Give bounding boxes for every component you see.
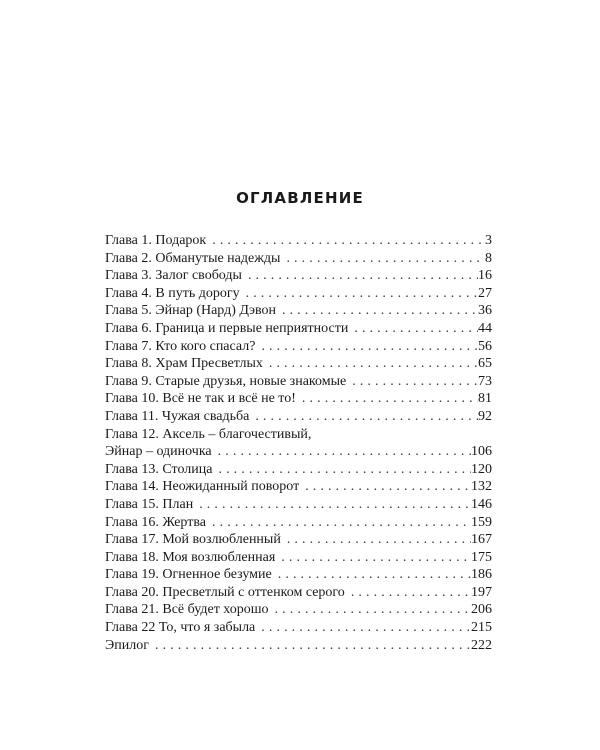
toc-entry-title: Глава 5. Эйнар (Нард) Дэвон [105, 303, 276, 319]
toc-entry-page: 146 [471, 496, 492, 512]
toc-entry-3 [105, 267, 492, 285]
toc-entry-page: 81 [478, 391, 492, 407]
toc-entry-title: Глава 3. Залог свободы [105, 268, 242, 284]
toc-entry-page: 27 [478, 285, 492, 301]
dot-leader [206, 232, 485, 250]
toc-entry-21 [105, 601, 492, 619]
dot-leader [255, 338, 478, 356]
toc-entry-page: 106 [471, 444, 492, 460]
toc-entry-page: 132 [471, 479, 492, 495]
dot-leader [206, 514, 471, 532]
toc-entry-page: 175 [471, 549, 492, 565]
toc-entry-4 [105, 285, 492, 303]
toc-entry-page: 44 [478, 320, 492, 336]
toc-entry-page: 3 [485, 233, 492, 248]
toc-entry-20 [105, 584, 492, 602]
toc-entry-page: 222 [471, 637, 492, 653]
toc-entry-page: 8 [485, 250, 492, 266]
toc-entry-page: 92 [478, 408, 492, 424]
toc-entry-title: Глава 22 То, что я забыла [105, 620, 256, 636]
toc-entry-17 [105, 531, 492, 549]
dot-leader [212, 461, 471, 479]
dot-leader [280, 250, 485, 268]
toc-entry-22 [105, 619, 492, 637]
table-of-contents [105, 232, 492, 654]
toc-entry-title: Глава 8. Храм Пресветлых [105, 356, 263, 372]
dot-leader [149, 637, 471, 655]
toc-entry-13 [105, 461, 492, 479]
dot-leader [345, 584, 471, 602]
toc-entry-page: 65 [478, 356, 492, 372]
dot-leader [193, 496, 471, 514]
toc-entry-title: Глава 18. Моя возлюбленная [105, 549, 276, 565]
toc-entry-title: Глава 9. Старые друзья, новые знакомые [105, 373, 347, 389]
dot-leader [276, 302, 478, 320]
toc-entry-7 [105, 338, 492, 356]
toc-entry-title: Глава 21. Всё будет хорошо [105, 602, 269, 618]
dot-leader [263, 355, 478, 373]
toc-entry-8 [105, 355, 492, 373]
dot-leader [275, 549, 471, 567]
toc-entry-title: Глава 11. Чужая свадьба [105, 408, 250, 424]
toc-entry-page: 159 [471, 514, 492, 530]
toc-entry-9 [105, 373, 492, 391]
toc-entry-title: Глава 17. Мой возлюбленный [105, 532, 281, 548]
dot-leader [272, 566, 471, 584]
dot-leader [281, 531, 471, 549]
toc-entry-16 [105, 514, 492, 532]
dot-leader [348, 320, 478, 338]
toc-entry-12-line1: Глава 12. Аксель – благочестивый, [105, 426, 312, 442]
toc-entry-12 [105, 443, 492, 461]
dot-leader [296, 390, 478, 408]
toc-entry-11 [105, 408, 492, 426]
toc-entry-title: Эйнар – одиночка [105, 444, 212, 460]
dot-leader [299, 478, 471, 496]
toc-entry-title: Глава 16. Жертва [105, 514, 207, 530]
toc-entry-title: Глава 2. Обманутые надежды [105, 250, 281, 266]
toc-entry-page: 186 [471, 567, 492, 583]
dot-leader [255, 619, 471, 637]
toc-entry-title: Глава 13. Столица [105, 461, 213, 477]
dot-leader [346, 373, 478, 391]
toc-entry-page: 215 [471, 620, 492, 636]
toc-entry-title: Глава 19. Огненное безумие [105, 567, 272, 583]
toc-entry-10 [105, 390, 492, 408]
toc-entry-page: 73 [478, 373, 492, 389]
toc-entry-page: 36 [478, 303, 492, 319]
toc-entry-5 [105, 302, 492, 320]
toc-entry-title: Глава 4. В путь дорогу [105, 285, 240, 301]
toc-entry-epilogue [105, 637, 492, 655]
toc-entry-19 [105, 566, 492, 584]
toc-entry-1 [105, 232, 492, 250]
toc-entry-title: Глава 14. Неожиданный поворот [105, 479, 300, 495]
toc-entry-title: Глава 7. Кто кого спасал? [105, 338, 256, 354]
toc-entry-page: 56 [478, 338, 492, 354]
toc-entry-6 [105, 320, 492, 338]
toc-entry-title: Глава 20. Пресветлый с оттенком серого [105, 584, 345, 600]
toc-entry-title: Глава 6. Граница и первые неприятности [105, 320, 349, 336]
toc-entry-title: Глава 10. Всё не так и всё не то! [105, 391, 296, 407]
toc-entry-title: Глава 15. План [105, 496, 194, 512]
toc-entry-page: 16 [478, 268, 492, 284]
toc-entry-title: Эпилог [105, 637, 149, 653]
toc-entry-page: 120 [471, 461, 492, 477]
toc-entry-15 [105, 496, 492, 514]
dot-leader [249, 408, 478, 426]
toc-entry-18 [105, 549, 492, 567]
dot-leader [269, 601, 471, 619]
dot-leader [240, 285, 478, 303]
toc-entry-title: Глава 1. Подарок [105, 233, 207, 248]
toc-entry-14 [105, 478, 492, 496]
toc-entry-page: 197 [471, 584, 492, 600]
toc-heading: ОГЛАВЛЕНИЕ [236, 189, 364, 207]
dot-leader [212, 443, 471, 461]
toc-entry-page: 206 [471, 602, 492, 618]
toc-entry-page: 167 [471, 532, 492, 548]
dot-leader [242, 267, 478, 285]
toc-entry-2 [105, 250, 492, 268]
